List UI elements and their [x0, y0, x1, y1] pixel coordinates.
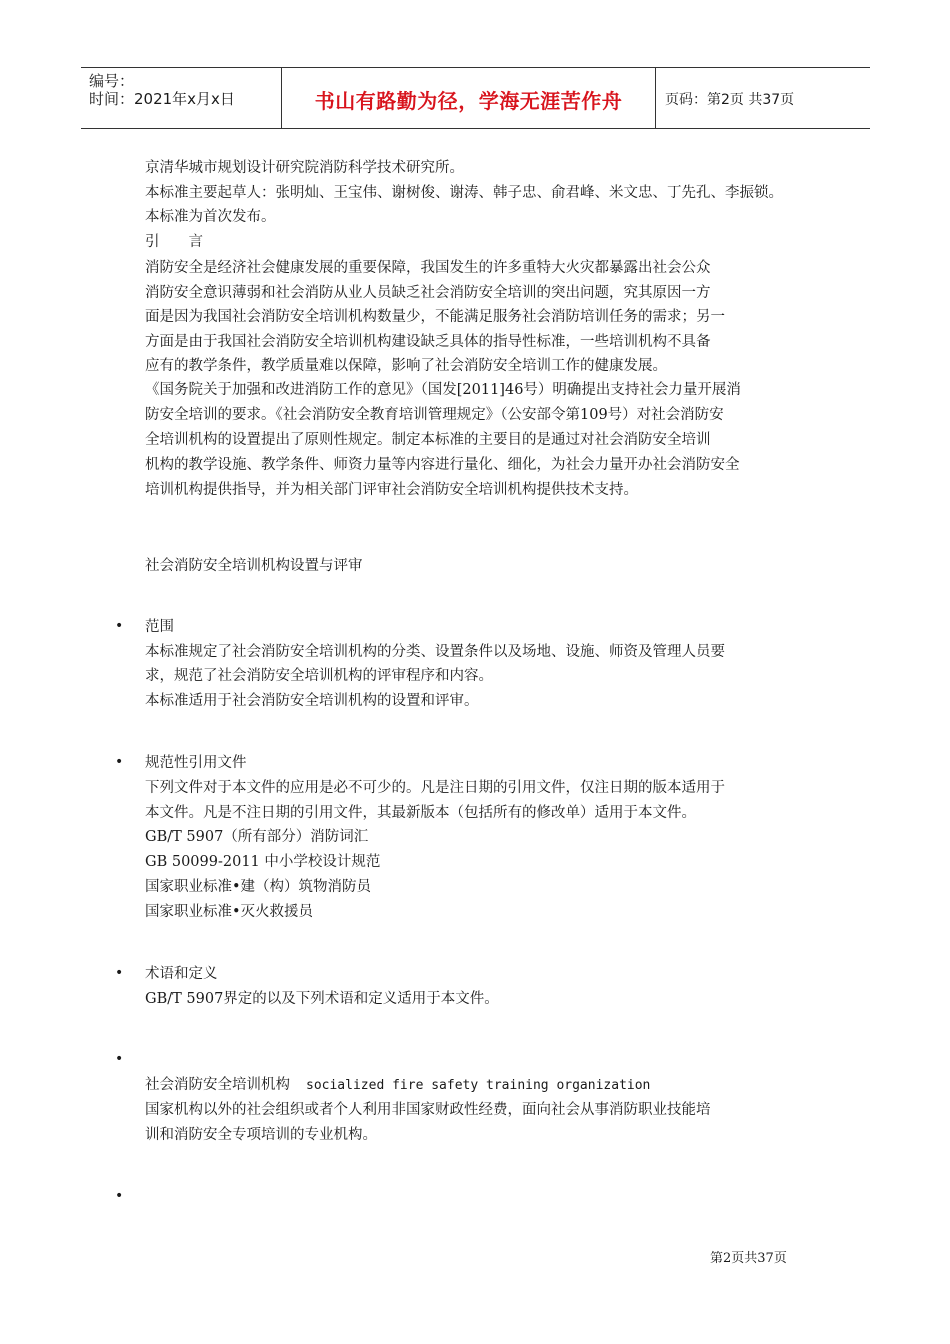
- intro-line: 消防安全意识薄弱和社会消防从业人员缺乏社会消防安全培训的突出问题，究其原因一方: [145, 285, 711, 301]
- intro-line: 防安全培训的要求。《社会消防安全教育培训管理规定》（公安部令第109号）对社会消防安: [145, 407, 724, 423]
- motto: 书山有路勤为径，学海无涯苦作舟: [314, 89, 623, 113]
- page-number-label: 页码：第2页 共37页: [665, 92, 795, 108]
- intro-line: 面是因为我国社会消防安全培训机构数量少，不能满足服务社会消防培训任务的需求；另一: [145, 309, 725, 325]
- reference-line: 下列文件对于本文件的应用是必不可少的。凡是注日期的引用文件，仅注日期的版本适用于: [145, 780, 725, 796]
- reference-item: 国家职业标准•建（构）筑物消防员: [145, 879, 372, 895]
- intro-line: 机构的教学设施、教学条件、师资力量等内容进行量化、细化，为社会力量开办社会消防安全: [145, 457, 740, 473]
- list-bullet: •: [115, 1188, 124, 1204]
- intro-line: 方面是由于我国社会消防安全培训机构建设缺乏具体的指导性标准，一些培训机构不具备: [145, 334, 711, 350]
- list-bullet: •: [115, 618, 124, 634]
- header-motto-cell: [281, 68, 656, 128]
- header-page-cell: [655, 68, 870, 128]
- reference-item: 国家职业标准•灭火救援员: [145, 904, 314, 920]
- terms-line: GB/T 5907界定的以及下列术语和定义适用于本文件。: [145, 991, 499, 1007]
- list-bullet: •: [115, 965, 124, 981]
- term-entry: [145, 1075, 650, 1096]
- term-name-cn: 社会消防安全培训机构: [145, 1077, 290, 1093]
- reference-line: 本文件。凡是不注日期的引用文件，其最新版本（包括所有的修改单）适用于本文件。: [145, 805, 696, 821]
- list-bullet: •: [115, 1051, 124, 1067]
- intro-line: 培训机构提供指导，并为相关部门评审社会消防安全培训机构提供技术支持。: [145, 482, 638, 498]
- scope-line: 本标准规定了社会消防安全培训机构的分类、设置条件以及场地、设施、师资及管理人员要: [145, 644, 725, 660]
- reference-item: GB 50099-2011 中小学校设计规范: [145, 854, 381, 870]
- intro-heading: 引 言: [145, 234, 203, 250]
- page-footer: 第2页共37页: [710, 1251, 787, 1266]
- section-heading-references: 规范性引用文件: [145, 755, 247, 771]
- paragraph: 本标准为首次发布。: [145, 209, 276, 225]
- section-heading-terms: 术语和定义: [145, 966, 218, 982]
- paragraph: 京清华城市规划设计研究院消防科学技术研究所。: [145, 160, 464, 176]
- page-header: [81, 67, 870, 129]
- intro-line: 消防安全是经济社会健康发展的重要保障，我国发生的许多重特大火灾都暴露出社会公众: [145, 260, 711, 276]
- scope-line: 本标准适用于社会消防安全培训机构的设置和评审。: [145, 693, 479, 709]
- header-meta-cell: [81, 68, 281, 128]
- paragraph: 本标准主要起草人：张明灿、王宝伟、谢树俊、谢涛、韩子忠、俞君峰、米文忠、丁先孔、李振锁。: [145, 185, 783, 201]
- intro-line: 《国务院关于加强和改进消防工作的意见》（国发[2011]46号）明确提出支持社会力量开展消: [145, 382, 741, 398]
- time-label: 时间：2021年x月x日: [89, 90, 235, 108]
- list-bullet: •: [115, 754, 124, 770]
- section-heading-scope: 范围: [145, 619, 174, 635]
- reference-item: GB/T 5907（所有部分）消防词汇: [145, 829, 369, 845]
- term-name-en: socialized fire safety training organization: [306, 1078, 651, 1093]
- intro-line: 应有的教学条件，教学质量难以保障，影响了社会消防安全培训工作的健康发展。: [145, 358, 667, 374]
- intro-line: 全培训机构的设置提出了原则性规定。制定本标准的主要目的是通过对社会消防安全培训: [145, 432, 711, 448]
- term-definition-line: 国家机构以外的社会组织或者个人利用非国家财政性经费，面向社会从事消防职业技能培: [145, 1102, 711, 1118]
- scope-line: 求，规范了社会消防安全培训机构的评审程序和内容。: [145, 668, 493, 684]
- term-definition-line: 训和消防安全专项培训的专业机构。: [145, 1127, 377, 1143]
- number-label: 编号：: [89, 72, 135, 90]
- document-title: 社会消防安全培训机构设置与评审: [145, 558, 363, 574]
